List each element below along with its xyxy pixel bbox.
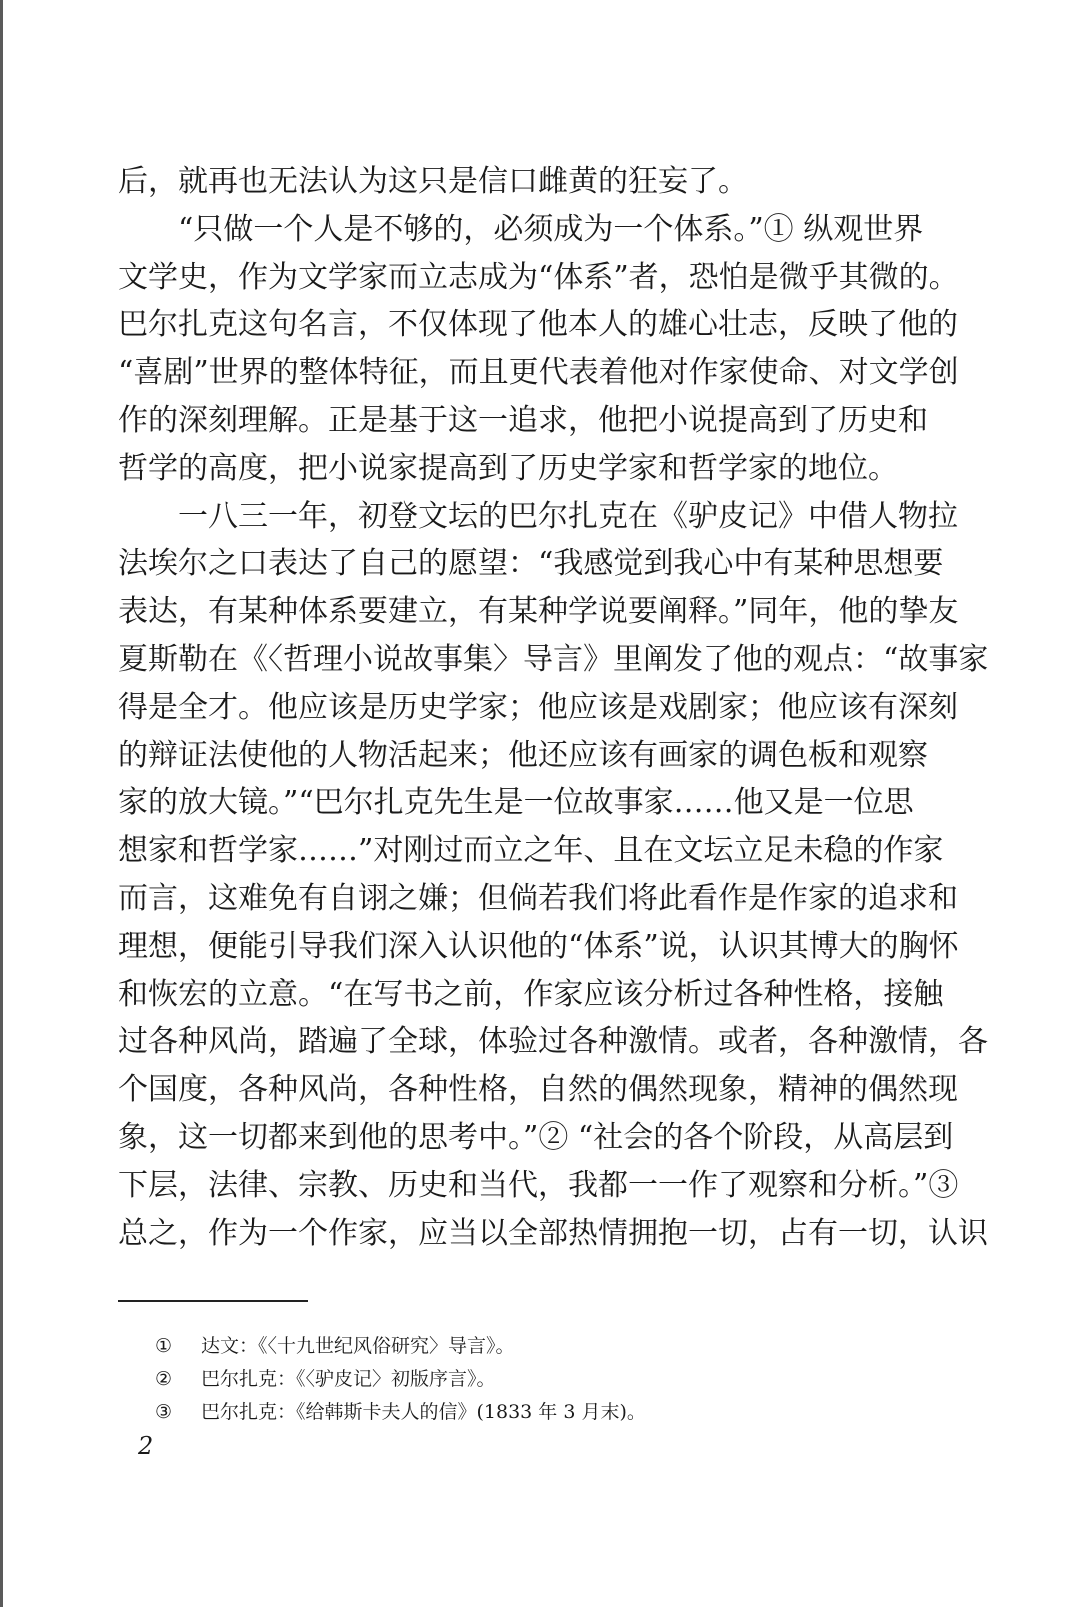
footnote-item xyxy=(155,1330,915,1363)
text-line: 和恢宏的立意。“在写书之前，作家应该分析过各种性格，接触 xyxy=(118,976,944,1012)
text-line: 而言，这难免有自诩之嫌；但倘若我们将此看作是作家的追求和 xyxy=(118,880,958,916)
text-line: 哲学的高度，把小说家提高到了历史学家和哲学家的地位。 xyxy=(118,450,898,486)
text-line: 得是全才。他应该是历史学家；他应该是戏剧家；他应该有深刻 xyxy=(118,689,958,725)
text-line: 想家和哲学家……”对刚过而立之年、且在文坛立足未稳的作家 xyxy=(118,833,944,869)
footnote-marker: ② xyxy=(155,1368,173,1390)
text-line: 一八三一年，初登文坛的巴尔扎克在《驴皮记》中借人物拉 xyxy=(178,498,958,534)
footnote-item xyxy=(155,1396,915,1429)
text-line: 家的放大镜。”“巴尔扎克先生是一位故事家……他又是一位思 xyxy=(118,785,914,821)
text-line: 巴尔扎克这句名言，不仅体现了他本人的雄心壮志，反映了他的 xyxy=(118,307,958,343)
text-line: “喜剧”世界的整体特征，而且更代表着他对作家使命、对文学创 xyxy=(118,355,959,391)
text-line: 理想，便能引导我们深入认识他的“体系”说，认识其博大的胸怀 xyxy=(118,928,959,964)
page-number: 2 xyxy=(138,1432,154,1460)
text-line: 总之，作为一个作家，应当以全部热情拥抱一切，占有一切，认识 xyxy=(118,1215,988,1251)
text-line: 法埃尔之口表达了自己的愿望：“我感觉到我心中有某种思想要 xyxy=(118,546,944,582)
text-line: 过各种风尚，踏遍了全球，体验过各种激情。或者，各种激情，各 xyxy=(118,1024,988,1060)
footnote-text: 巴尔扎克：《〈驴皮记〉初版序言》。 xyxy=(201,1368,496,1390)
text-line: 后，就再也无法认为这只是信口雌黄的狂妄了。 xyxy=(118,164,748,199)
footnote-item xyxy=(155,1363,915,1396)
text-line: 文学史，作为文学家而立志成为“体系”者，恐怕是微乎其微的。 xyxy=(118,259,959,295)
text-line: 作的深刻理解。正是基于这一追求，他把小说提高到了历史和 xyxy=(118,402,928,438)
footnotes xyxy=(155,1330,915,1429)
body-text xyxy=(118,158,989,1257)
text-line: 表达，有某种体系要建立，有某种学说要阐释。”同年，他的挚友 xyxy=(118,594,959,630)
text-line: 个国度，各种风尚，各种性格，自然的偶然现象，精神的偶然现 xyxy=(118,1072,958,1108)
text-line: 的辩证法使他的人物活起来；他还应该有画家的调色板和观察 xyxy=(118,737,928,773)
footnote-divider xyxy=(118,1300,308,1302)
text-line: 夏斯勒在《〈哲理小说故事集〉导言》里阐发了他的观点：“故事家 xyxy=(118,641,989,677)
text-line: “只做一个人是不够的，必须成为一个体系。”① 纵观世界 xyxy=(178,211,924,247)
footnote-marker: ① xyxy=(155,1335,173,1357)
footnote-text: 巴尔扎克：《给韩斯卡夫人的信》(1833 年 3 月末)。 xyxy=(201,1401,646,1423)
footnote-marker: ③ xyxy=(155,1401,173,1423)
text-line: 下层，法律、宗教、历史和当代，我都一一作了观察和分析。”③ xyxy=(118,1167,959,1203)
page-left-border xyxy=(0,0,3,1607)
text-line: 象，这一切都来到他的思考中。”② “社会的各个阶段，从高层到 xyxy=(118,1119,954,1155)
footnote-text: 达文：《〈十九世纪风俗研究〉导言》。 xyxy=(201,1335,515,1357)
